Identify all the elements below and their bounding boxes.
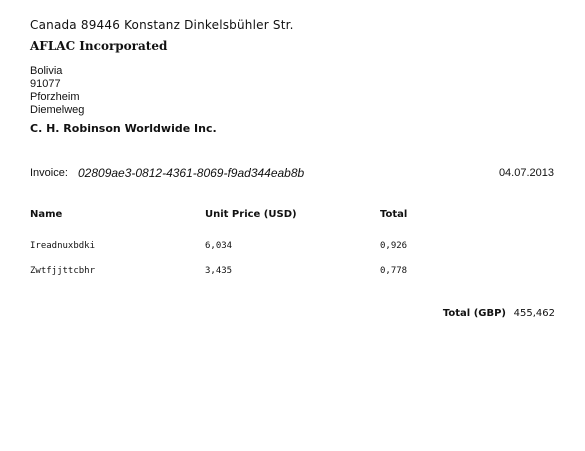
recipient-company-name: C. H. Robinson Worldwide Inc.: [30, 122, 217, 135]
item-total: 0,778: [380, 266, 408, 276]
item-unit-price: 6,034: [205, 241, 233, 251]
grand-total-value: 455,462: [513, 308, 555, 319]
item-name: Ireadnuxbdki: [30, 241, 96, 251]
sender-company-name: AFLAC Incorporated: [30, 39, 168, 53]
column-header-name: Name: [30, 209, 63, 220]
column-header-total: Total: [380, 209, 408, 220]
item-name: Zwtfjjttcbhr: [30, 266, 96, 276]
item-unit-price: 3,435: [205, 266, 233, 276]
sender-address: Canada 89446 Konstanz Dinkelsbühler Str.: [30, 18, 294, 32]
column-header-unit-price: Unit Price (USD): [205, 209, 297, 220]
recipient-country: Bolivia: [30, 65, 63, 77]
grand-total-label: Total (GBP): [442, 308, 506, 319]
item-total: 0,926: [380, 241, 408, 251]
invoice-number: 02809ae3-0812-4361-8069-f9ad344eab8b: [78, 166, 305, 180]
recipient-city: Pforzheim: [30, 91, 80, 103]
invoice-date: 04.07.2013: [498, 167, 554, 179]
recipient-street: Diemelweg: [30, 104, 85, 116]
recipient-postal-code: 91077: [30, 78, 61, 90]
invoice-label: Invoice:: [30, 167, 68, 179]
recipient-address: [30, 65, 84, 117]
